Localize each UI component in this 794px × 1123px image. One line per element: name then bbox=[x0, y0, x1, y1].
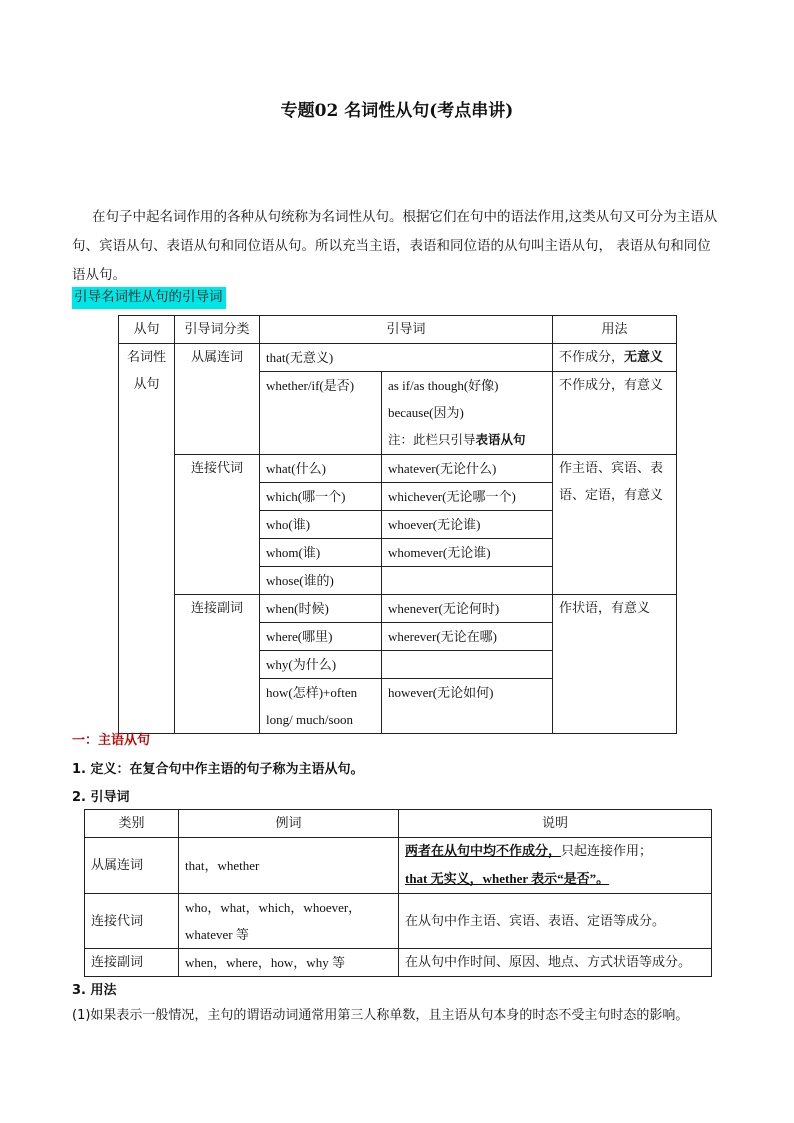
cell-line: how(怎样)+often bbox=[266, 685, 358, 700]
table-row bbox=[85, 949, 712, 977]
desc-text: 只起连接作用； bbox=[561, 844, 653, 859]
header-cell: 引导词 bbox=[260, 316, 553, 344]
table-cell: wherever(无论在哪) bbox=[382, 623, 553, 651]
clause-type-label: 名词性从句 bbox=[126, 350, 166, 392]
table-cell bbox=[382, 651, 553, 679]
usage-cell: 作状语，有意义 bbox=[553, 595, 677, 734]
example-cell: when，where，how，why 等 bbox=[179, 949, 399, 977]
example-cell bbox=[179, 894, 399, 949]
table-row bbox=[119, 316, 677, 344]
header-cell: 从句 bbox=[119, 316, 175, 344]
category-cell: 从属连词 bbox=[175, 344, 260, 455]
cell-line: whatever 等 bbox=[185, 927, 249, 942]
cell-line: long/ much/soon bbox=[266, 712, 354, 727]
category-cell: 连接代词 bbox=[85, 894, 179, 949]
note-bold: 表语从句 bbox=[475, 432, 526, 447]
table-row bbox=[119, 344, 677, 372]
header-cell: 用法 bbox=[553, 316, 677, 344]
cell-line: as if/as though(好像) bbox=[388, 378, 499, 393]
desc-bold: that 无实义，whether 表示“是否”。 bbox=[405, 871, 610, 886]
table-cell: which(哪一个) bbox=[260, 483, 382, 511]
usage-cell: 不作成分，有意义 bbox=[553, 372, 677, 455]
table-row bbox=[119, 455, 677, 483]
intro-paragraph bbox=[72, 203, 724, 290]
table-row bbox=[85, 810, 712, 838]
note-text: 注：此栏只引导 bbox=[388, 432, 476, 447]
description-cell: 在从句中作时间、原因、地点、方式状语等成分。 bbox=[399, 949, 712, 977]
table-cell bbox=[382, 372, 553, 455]
table-cell: whenever(无论何时) bbox=[382, 595, 553, 623]
intro-text: 在句子中起名词作用的各种从句统称为名词性从句。根据它们在句中的语法作用,这类从句又可分为主语从句、宾语从句、表语从句和同位语从句。所以充当主语，表语和同位语的从句叫主语从句， 表语从句和同位语从句。 bbox=[72, 209, 718, 283]
category-cell: 连接副词 bbox=[175, 595, 260, 734]
desc-line bbox=[405, 838, 711, 865]
cell-line: who，what，which，whoever， bbox=[185, 900, 362, 915]
table-cell: whoever(无论谁) bbox=[382, 511, 553, 539]
table-cell: who(谁) bbox=[260, 511, 382, 539]
note-line bbox=[388, 426, 552, 453]
header-cell: 类别 bbox=[85, 810, 179, 838]
category-cell: 连接副词 bbox=[85, 949, 179, 977]
table-cell: whomever(无论谁) bbox=[382, 539, 553, 567]
table-cell: however(无论如何) bbox=[382, 679, 553, 734]
table-cell: whom(谁) bbox=[260, 539, 382, 567]
table-row bbox=[85, 838, 712, 894]
subject-clause-table bbox=[84, 809, 712, 977]
table-cell: when(时候) bbox=[260, 595, 382, 623]
table-cell: whether/if(是否) bbox=[260, 372, 382, 455]
table-cell: where(哪里) bbox=[260, 623, 382, 651]
rule-line: (1)如果表示一般情况，主句的谓语动词通常用第三人称单数，且主语从句本身的时态不受主句时态的影响。 bbox=[72, 1008, 689, 1023]
definition-line: 1. 定义：在复合句中作主语的句子称为主语从句。 bbox=[72, 762, 364, 777]
table-cell: whatever(无论什么) bbox=[382, 455, 553, 483]
category-cell: 连接代词 bbox=[175, 455, 260, 595]
header-cell: 例词 bbox=[179, 810, 399, 838]
table-cell: what(什么) bbox=[260, 455, 382, 483]
description-cell: 在从句中作主语、宾语、表语、定语等成分。 bbox=[399, 894, 712, 949]
usage-bold: 无意义 bbox=[624, 350, 664, 365]
table-row bbox=[85, 894, 712, 949]
usage-cell: 作主语、宾语、表语、定语，有意义 bbox=[553, 455, 677, 595]
highlighted-heading: 引导名词性从句的引导词 bbox=[72, 287, 226, 309]
page-title: 专题02 名词性从句(考点串讲) bbox=[280, 101, 514, 121]
header-cell: 引导词分类 bbox=[175, 316, 260, 344]
table-cell: whose(谁的) bbox=[260, 567, 382, 595]
table-cell bbox=[260, 679, 382, 734]
desc-bold: 两者在从句中均不作成分， bbox=[405, 844, 562, 859]
example-cell: that，whether bbox=[179, 838, 399, 894]
section-title: 一：主语从句 bbox=[72, 733, 151, 748]
subheading: 2. 引导词 bbox=[72, 790, 130, 805]
table-cell: why(为什么) bbox=[260, 651, 382, 679]
category-cell: 从属连词 bbox=[85, 838, 179, 894]
usage-cell bbox=[553, 344, 677, 372]
desc-line bbox=[405, 865, 711, 893]
usage-text: 不作成分， bbox=[559, 350, 625, 365]
cell-line: because(因为) bbox=[388, 405, 464, 420]
description-cell bbox=[399, 838, 712, 894]
table-row bbox=[119, 595, 677, 623]
table-cell: that(无意义) bbox=[260, 344, 553, 372]
table-cell bbox=[382, 567, 553, 595]
header-cell: 说明 bbox=[399, 810, 712, 838]
clause-type-cell bbox=[119, 344, 175, 734]
introducer-table bbox=[118, 315, 677, 734]
subheading: 3. 用法 bbox=[72, 983, 117, 998]
table-cell: whichever(无论哪一个) bbox=[382, 483, 553, 511]
